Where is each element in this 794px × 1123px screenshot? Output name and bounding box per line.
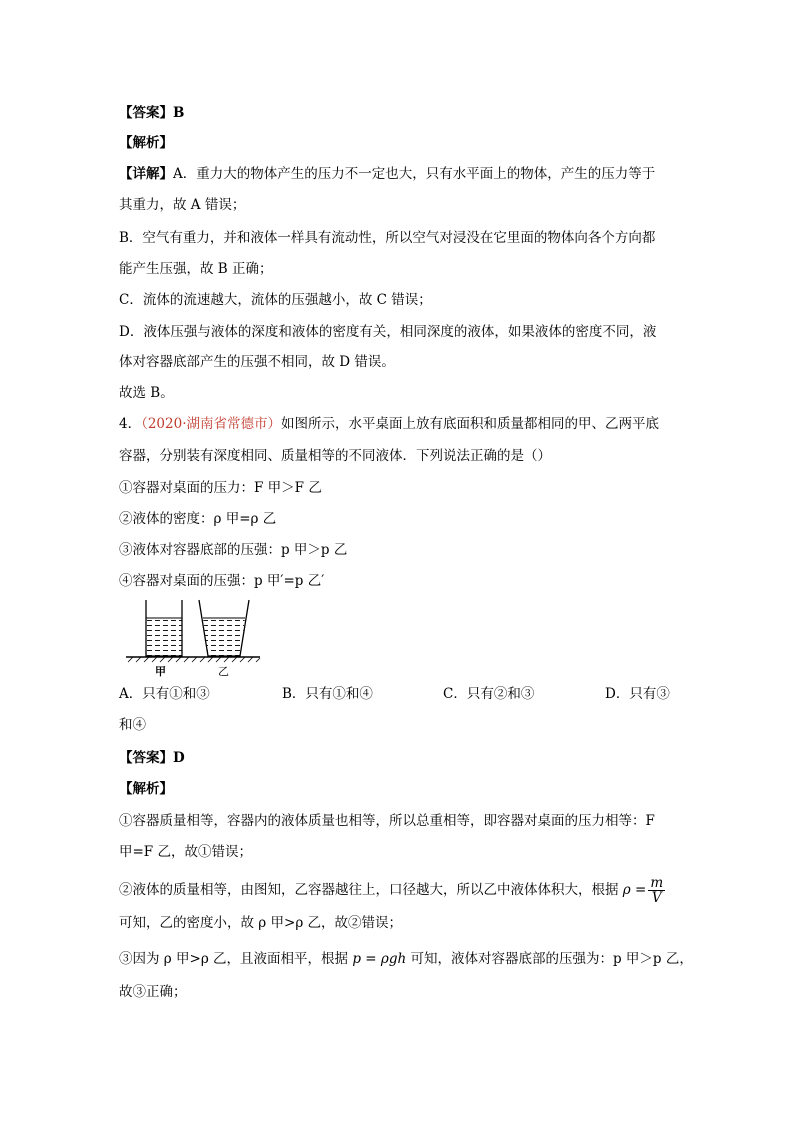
statement-4: ④容器对桌面的压强：p 甲′=p 乙′ xyxy=(119,573,325,589)
fraction-denominator: V xyxy=(651,890,662,906)
question-number: 4． xyxy=(119,416,142,432)
analysis-line-5 xyxy=(119,949,693,969)
density-symbol: ρ = xyxy=(622,882,647,898)
option-d: D．只有③ xyxy=(605,686,670,702)
detail-tag: 【详解】 xyxy=(119,166,173,182)
answer-heading-2: 【答案】D xyxy=(119,750,185,766)
detail-line-3: B．空气有重力，并和液体一样具有流动性，所以空气对浸没在它里面的物体向各个方向都 xyxy=(119,230,656,246)
option-d-continued: 和④ xyxy=(119,717,146,733)
analysis-line-3-text: ②液体的质量相等，由图知，乙容器越往上，口径越大，所以乙中液体体积大，根据 xyxy=(119,882,619,898)
option-c: C．只有②和③ xyxy=(443,686,535,702)
detail-line-7: 体对容器底部产生的压强不相同，故 D 错误。 xyxy=(119,354,395,370)
analysis-line-3 xyxy=(119,876,665,905)
liquid-b xyxy=(203,618,245,656)
pressure-formula: p = ρgh xyxy=(352,951,407,967)
analysis-line-6: 故③正确； xyxy=(119,984,187,1000)
detail-text: A．重力大的物体产生的压力不一定也大，只有水平面上的物体，产生的压力等于 xyxy=(173,166,656,182)
liquid-a xyxy=(146,618,182,656)
option-a: A．只有①和③ xyxy=(119,686,210,702)
question-source: （2020·湖南省常德市） xyxy=(141,416,281,432)
containers-figure xyxy=(122,598,262,678)
density-fraction xyxy=(648,876,665,905)
statement-2: ②液体的密度：ρ 甲=ρ 乙 xyxy=(119,511,277,527)
label-b: 乙 xyxy=(218,665,229,678)
statement-3: ③液体对容器底部的压强：p 甲＞p 乙 xyxy=(119,542,348,558)
analysis-line-1: ①容器质量相等，容器内的液体质量也相等，所以总重相等，即容器对桌面的压力相等：F xyxy=(119,813,655,829)
detail-line-5: C．流体的流速越大，流体的压强越小，故 C 错误； xyxy=(119,292,432,308)
conclusion-line: 故选 B。 xyxy=(119,385,174,401)
fraction-numerator: m xyxy=(650,875,664,891)
analysis-heading-2: 【解析】 xyxy=(119,781,173,797)
detail-line-2: 其重力，故 A 错误； xyxy=(119,197,246,213)
option-b: B．只有①和④ xyxy=(282,686,373,702)
analysis-line-4: 可知，乙的密度小，故 ρ 甲>ρ 乙，故②错误； xyxy=(119,915,403,931)
question-text: 如图所示，水平桌面上放有底面积和质量都相同的甲、乙两平底 xyxy=(281,416,659,432)
analysis-heading-1: 【解析】 xyxy=(119,135,173,151)
detail-line-4: 能产生压强，故 B 正确； xyxy=(119,261,273,277)
analysis-line-5-text-b: 可知，液体对容器底部的压强为：p 甲＞p 乙， xyxy=(410,951,693,967)
detail-line-6: D．液体压强与液体的深度和液体的密度有关，相同深度的液体，如果液体的密度不同，液 xyxy=(119,324,657,340)
question-4-line-2: 容器，分别装有深度相同、质量相等的不同液体．下列说法正确的是（） xyxy=(119,448,551,464)
question-4-line-1 xyxy=(119,414,659,434)
detail-line-1 xyxy=(119,164,655,184)
answer-heading-1: 【答案】B xyxy=(119,105,185,121)
analysis-line-2: 甲=F 乙，故①错误； xyxy=(119,844,252,860)
statement-1: ①容器对桌面的压力：F 甲＞F 乙 xyxy=(119,480,322,496)
label-a: 甲 xyxy=(155,665,166,678)
analysis-line-5-text-a: ③因为 ρ 甲>ρ 乙，且液面相平，根据 xyxy=(119,951,349,967)
